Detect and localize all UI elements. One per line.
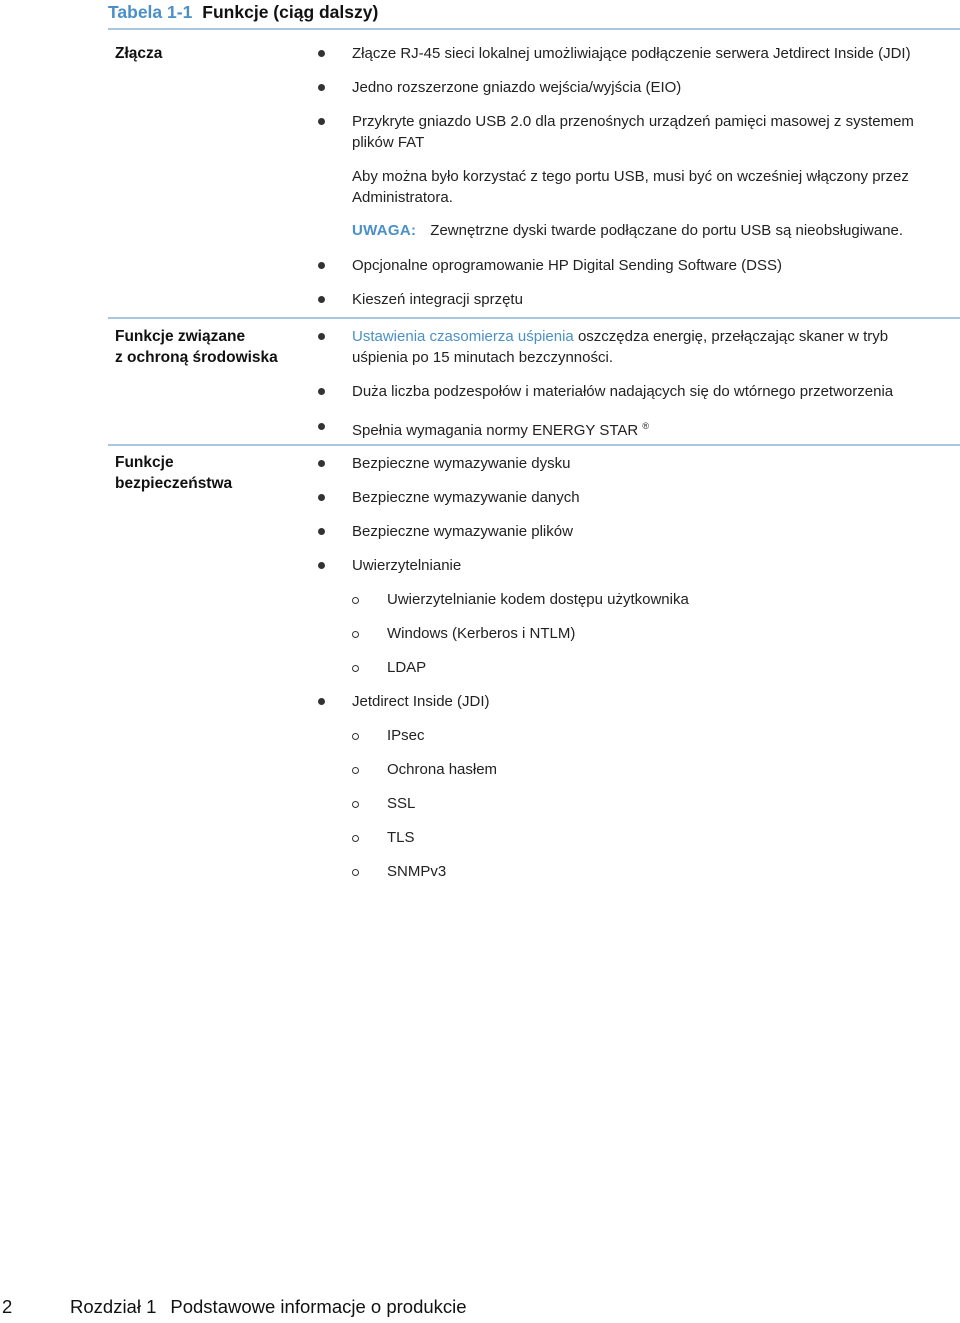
- list-item: Bezpieczne wymazywanie dysku: [352, 455, 571, 472]
- registered-mark: ®: [642, 421, 650, 431]
- sub-bullet-icon: [352, 801, 359, 808]
- note-text: Zewnętrzne dyski twarde podłączane do portu USB są nieobsługiwane.: [430, 222, 904, 239]
- sub-list-item: LDAP: [387, 659, 427, 676]
- bullet-icon: [318, 460, 325, 467]
- section-label-line: Funkcje związane: [115, 328, 246, 345]
- row-divider: [108, 444, 960, 446]
- list-item: [352, 326, 922, 368]
- bullet-icon: [318, 494, 325, 501]
- section-label-line: z ochroną środowiska: [115, 349, 278, 366]
- bullet-icon: [318, 333, 325, 340]
- list-item: [352, 416, 922, 441]
- row-divider: [108, 317, 960, 319]
- bullet-icon: [318, 528, 325, 535]
- sub-list-item: TLS: [387, 829, 415, 846]
- sub-bullet-icon: [352, 767, 359, 774]
- sub-list-item: SNMPv3: [387, 863, 447, 880]
- section-label-security: [115, 452, 232, 494]
- page-number: 2: [2, 1296, 13, 1317]
- energy-star-text: Spełnia wymagania normy ENERGY STAR: [352, 422, 639, 439]
- list-item: Duża liczba podzespołów i materiałów nadających się do wtórnego przetworzenia: [352, 383, 894, 400]
- sub-list-item: IPsec: [387, 727, 425, 744]
- bullet-icon: [318, 50, 325, 57]
- section-label-environment: [115, 326, 278, 368]
- bullet-icon: [318, 84, 325, 91]
- chapter-number: Rozdział 1: [70, 1296, 157, 1317]
- sub-bullet-icon: [352, 597, 359, 604]
- chapter-title: Podstawowe informacje o produkcie: [170, 1296, 467, 1317]
- list-item: Złącze RJ-45 sieci lokalnej umożliwiające podłączenie serwera Jetdirect Inside (JDI): [352, 45, 911, 62]
- bullet-icon: [318, 698, 325, 705]
- sub-bullet-icon: [352, 631, 359, 638]
- table-number: Tabela 1-1: [108, 2, 193, 22]
- note-label: UWAGA:: [352, 222, 417, 239]
- sub-bullet-icon: [352, 665, 359, 672]
- bullet-icon: [318, 296, 325, 303]
- table-title: Funkcje (ciąg dalszy): [202, 2, 379, 22]
- list-item: Jetdirect Inside (JDI): [352, 693, 490, 710]
- section-label-line: bezpieczeństwa: [115, 475, 233, 492]
- bullet-icon: [318, 388, 325, 395]
- list-item: Uwierzytelnianie: [352, 557, 462, 574]
- bullet-icon: [318, 118, 325, 125]
- sub-list-item: SSL: [387, 795, 416, 812]
- list-item: Jedno rozszerzone gniazdo wejścia/wyjścia (EIO): [352, 79, 682, 96]
- chapter-heading: [70, 1296, 467, 1318]
- table-caption: [108, 2, 960, 30]
- sub-bullet-icon: [352, 869, 359, 876]
- sleep-timer-link[interactable]: Ustawienia czasomierza uśpienia: [352, 328, 574, 345]
- list-item: Bezpieczne wymazywanie plików: [352, 523, 573, 540]
- list-item: Przykryte gniazdo USB 2.0 dla przenośnych urządzeń pamięci masowej z systemem plików FAT: [352, 113, 914, 151]
- usb-paragraph: Aby można było korzystać z tego portu USB, musi być on wcześniej włączony przez Administratora.: [352, 168, 909, 206]
- list-item: Bezpieczne wymazywanie danych: [352, 489, 580, 506]
- sleep-timer-description: oszczędza energię, przełączając skaner w tryb uśpienia po 15 minutach bezczynności.: [352, 328, 889, 366]
- sub-bullet-icon: [352, 835, 359, 842]
- bullet-icon: [318, 423, 325, 430]
- sub-list-item: Ochrona hasłem: [387, 761, 498, 778]
- sub-list-item: Uwierzytelnianie kodem dostępu użytkownika: [387, 591, 689, 608]
- note: [352, 220, 952, 241]
- list-item: Kieszeń integracji sprzętu: [352, 291, 523, 308]
- sub-list-item: Windows (Kerberos i NTLM): [387, 625, 576, 642]
- list-item: Opcjonalne oprogramowanie HP Digital Sending Software (DSS): [352, 257, 782, 274]
- sub-bullet-icon: [352, 733, 359, 740]
- bullet-icon: [318, 262, 325, 269]
- section-label-line: Funkcje: [115, 454, 174, 471]
- section-label-connectors: Złącza: [115, 45, 163, 62]
- bullet-icon: [318, 562, 325, 569]
